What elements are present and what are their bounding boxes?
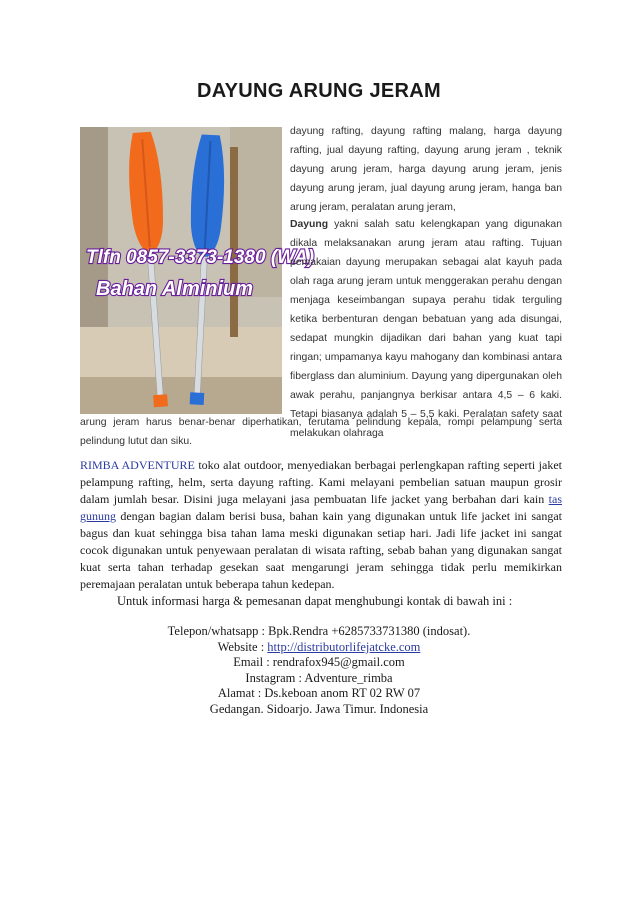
dayung-description-continued: arung jeram harus benar-benar diperhatikan, terutama pelindung kepala, rompi pelampung serta pelindung lutut dan siku. [80,417,562,447]
watermark-material: Bahan Alminium [96,278,254,300]
rimba-paragraph [80,457,562,593]
contact-address-line1: Alamat : Ds.keboan anom RT 02 RW 07 [217,686,421,701]
contact-phone: Telepon/whatsapp : Bpk.Rendra +6285733731380 (indosat). [167,624,471,638]
page-title: DAYUNG ARUNG JERAM [197,80,441,102]
rimba-adventure-name: RIMBA ADVENTURE [80,458,195,472]
tas-gunung-link[interactable]: tas gunung [80,492,562,523]
contact-block [0,624,638,718]
contact-heading: Untuk informasi harga & pemesanan dapat menghubungi kontak di bawah ini : [117,594,513,608]
dayung-description [290,215,562,443]
watermark-phone: Tlfn 0857-3373-1380 (WA) [86,247,315,268]
intro-keywords: dayung rafting, dayung rafting malang, harga dayung rafting, jual dayung rafting, dayung arung jeram , teknik dayung arung jeram, harga dayung arung jeram, jenis dayung arung jeram, jual dayung arung jeram, hanga ban arung jeram, peralatan arung jeram, [290,126,562,213]
dayung-description-text: yakni salah satu kelengkapan yang digunakan dikala melaksanakan arung jeram atau rafting. Tujuan pemakaian dayung merupakan sebagai alat kayuh pada olah raga arung jeram untuk menggerakan perahu dengan menjaga keseimbangan supaya perahu tidak terguling ketika berbenturan dengan bebatuan yang ada disungai, sedapat mungkin dijadikan dari bahan yang kuat tapi ringan; umpamanya kayu mahogany dan kombinasi antara fiberglass dan aluminium. Dayung yang dipergunakan oleh awak perahu, panjangnya berkisar antara 4,5 – 6 kaki. Tetapi biasanya adalah 5 – 5,5 kaki. Peralatan safety saat melakukan olahraga [290,219,562,439]
contact-address-line2: Gedangan. Sidoarjo. Jawa Timur. Indonesia [209,701,429,716]
contact-email: Email : rendrafox945@gmail.com [233,655,405,670]
contact-website [0,640,638,656]
rimba-text-part1: toko alat outdoor, menyediakan berbagai perlengkapan rafting seperti jaket pelampung rafting, helm, serta dayung rafting. Kami melayani pembelian satuan maupun grosir dalam jumlah besar. Disini juga melayani jasa pembuatan life jacket yang berbahan dari kain [80,458,563,506]
website-link[interactable]: http://distributorlifejatcke.com [267,639,421,654]
dayung-bold-term: Dayung [290,219,329,230]
rimba-text-part2: dengan bagian dalam berisi busa, bahan kain yang digunakan untuk life jacket ini sangat bagus dan kuat sehingga bisa tahan lama meski digunakan setiap hari. Jadi life jacket ini sangat cocok digunakan untuk penyewaan peralatan di wisata rafting, sebab bahan yang digunakan sangat kuat serta tahan terhadap gesekan saat mengarungi jeram sehingga tidak perlu memikirkan peremajaan peralatan untuk beberapa tahun kedepan. [80,509,562,591]
website-label: Website : [217,639,268,654]
contact-instagram: Instagram : Adventure_rimba [245,670,393,685]
